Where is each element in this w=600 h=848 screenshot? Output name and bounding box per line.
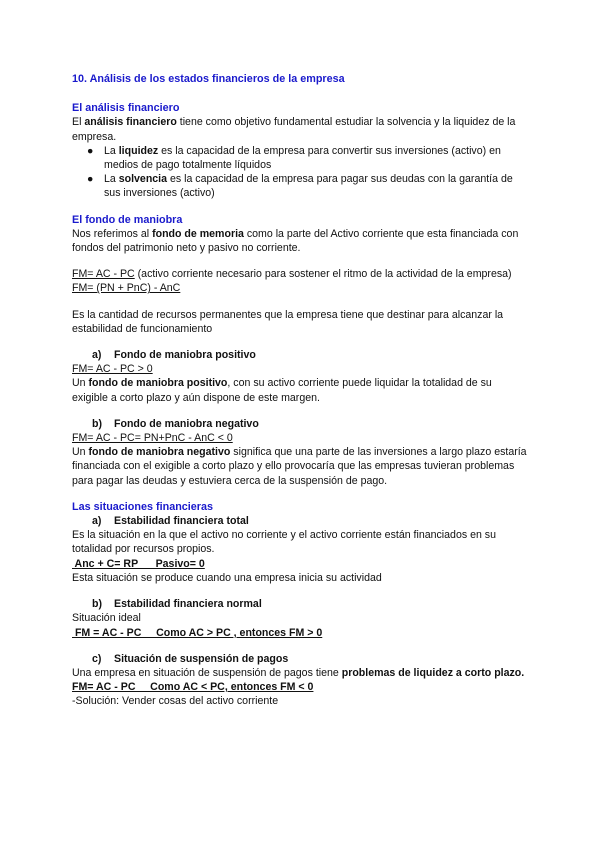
text-run: tiene como objetivo fundamental estudiar la solvencia y la liquidez de la empresa. xyxy=(72,116,516,143)
list-letter: b) xyxy=(92,598,102,611)
bold-term: fondo de maniobra negativo xyxy=(88,446,231,459)
formula-suspension xyxy=(72,680,528,694)
bullet-icon: ● xyxy=(87,144,94,157)
formula-estabilidad-normal xyxy=(72,626,528,640)
formula-underlined: FM= AC - PC= PN+PnC - AnC < 0 xyxy=(72,432,233,445)
formula-bold: FM = AC - PC Como AC > PC , entonces FM > 0 xyxy=(72,626,323,639)
text-run: como la parte del Activo corriente que esta financiada con fondos del patrimonio neto y pasivo no corriente. xyxy=(72,227,519,255)
text-run: es la capacidad de la empresa para pagar sus deudas con la garantía de sus inversiones (activo) xyxy=(104,173,513,200)
text-run: Nos referimos al xyxy=(72,227,153,240)
heading-situaciones-financieras: Las situaciones financieras xyxy=(72,500,214,513)
subheading-text: Fondo de maniobra positivo xyxy=(114,349,256,362)
list-letter: c) xyxy=(92,652,102,665)
bold-term: fondo de maniobra positivo xyxy=(88,377,228,390)
bold-term: solvencia xyxy=(118,173,168,186)
list-letter: a) xyxy=(92,515,102,528)
subheading-suspension-pagos xyxy=(72,652,528,666)
solution-line: -Solución: Vender cosas del activo corriente xyxy=(72,695,279,708)
subheading-text: Situación de suspensión de pagos xyxy=(114,652,289,665)
paragraph-fondo xyxy=(72,227,528,255)
paragraph-analisis xyxy=(72,115,528,143)
subheading-text: Fondo de maniobra negativo xyxy=(114,417,259,430)
bullet-icon: ● xyxy=(87,173,94,186)
text-run: Una empresa en situación de suspensión de pagos tiene xyxy=(72,666,342,679)
formula-fm-2 xyxy=(72,281,528,295)
list-item-solvencia xyxy=(87,172,528,200)
text-run: significa que una parte de las inversiones a largo plazo estaría financiada con el exigible a corto plazo y ello provocaría que las empresas tuvieran problemas para pagar las deudas y estuviera cerca de la suspensión de pago. xyxy=(72,446,527,487)
paragraph-negativo xyxy=(72,445,528,488)
bold-term: fondo de memoria xyxy=(152,227,244,240)
text-run: , con su activo corriente puede liquidar la totalidad de su exigible a corto plazo y aún dispone de este margen. xyxy=(72,377,492,404)
list-item-liquidez xyxy=(87,144,528,172)
paragraph-suspension xyxy=(72,666,528,680)
subheading-text: Estabilidad financiera normal xyxy=(114,598,262,611)
subheading-fm-positivo xyxy=(72,348,528,362)
bold-term: liquidez xyxy=(118,144,159,157)
text-run: Un xyxy=(72,377,89,390)
paragraph-estabilidad-total: Es la situación en la que el activo no corriente y el activo corriente están financiados en su totalidad por recursos propios. xyxy=(72,529,496,556)
formula-estabilidad-total xyxy=(72,557,528,571)
list-letter: a) xyxy=(92,349,102,362)
bold-term: análisis financiero xyxy=(84,116,177,129)
paragraph-situacion-ideal: Situación ideal xyxy=(72,612,141,625)
heading-analisis-financiero: El análisis financiero xyxy=(72,102,180,115)
subheading-text: Estabilidad financiera total xyxy=(114,515,249,528)
text-run: Un xyxy=(72,446,89,459)
formula-underlined: FM= AC - PC > 0 xyxy=(72,363,153,376)
formula-underlined: FM= AC - PC xyxy=(72,268,135,281)
subheading-estabilidad-normal xyxy=(72,597,528,611)
formula-underlined: FM= (PN + PnC) - AnC xyxy=(72,282,181,295)
note-estabilidad-total: Esta situación se produce cuando una empresa inicia su actividad xyxy=(72,571,382,584)
paragraph-recursos: Es la cantidad de recursos permanentes que la empresa tiene que destinar para alcanzar la estabilidad de funcionamiento xyxy=(72,308,504,335)
formula-negativo xyxy=(72,431,528,445)
text-run: La xyxy=(104,173,119,186)
text-run: es la capacidad de la empresa para convertir sus inversiones (activo) en medios de pago totalmente líquidos xyxy=(104,144,501,172)
text-run: (activo corriente necesario para sostener el ritmo de la actividad de la empresa) xyxy=(134,268,512,281)
formula-bold: FM= AC - PC Como AC < PC, entonces FM < 0 xyxy=(72,681,314,694)
paragraph-positivo xyxy=(72,376,528,404)
subheading-estabilidad-total xyxy=(72,514,528,528)
formula-bold: Anc + C= RP Pasivo= 0 xyxy=(72,557,205,570)
list-letter: b) xyxy=(92,417,102,430)
subheading-fm-negativo xyxy=(72,417,528,431)
heading-fondo-maniobra: El fondo de maniobra xyxy=(72,213,183,226)
formula-positivo xyxy=(72,362,528,376)
text-run: El xyxy=(72,116,85,129)
bullet-list xyxy=(72,144,528,201)
formula-fm-1 xyxy=(72,267,528,281)
bold-term: problemas de liquidez a corto plazo. xyxy=(341,666,525,679)
document-title: 10. Análisis de los estados financieros de la empresa xyxy=(72,73,345,85)
text-run: La xyxy=(104,144,119,157)
